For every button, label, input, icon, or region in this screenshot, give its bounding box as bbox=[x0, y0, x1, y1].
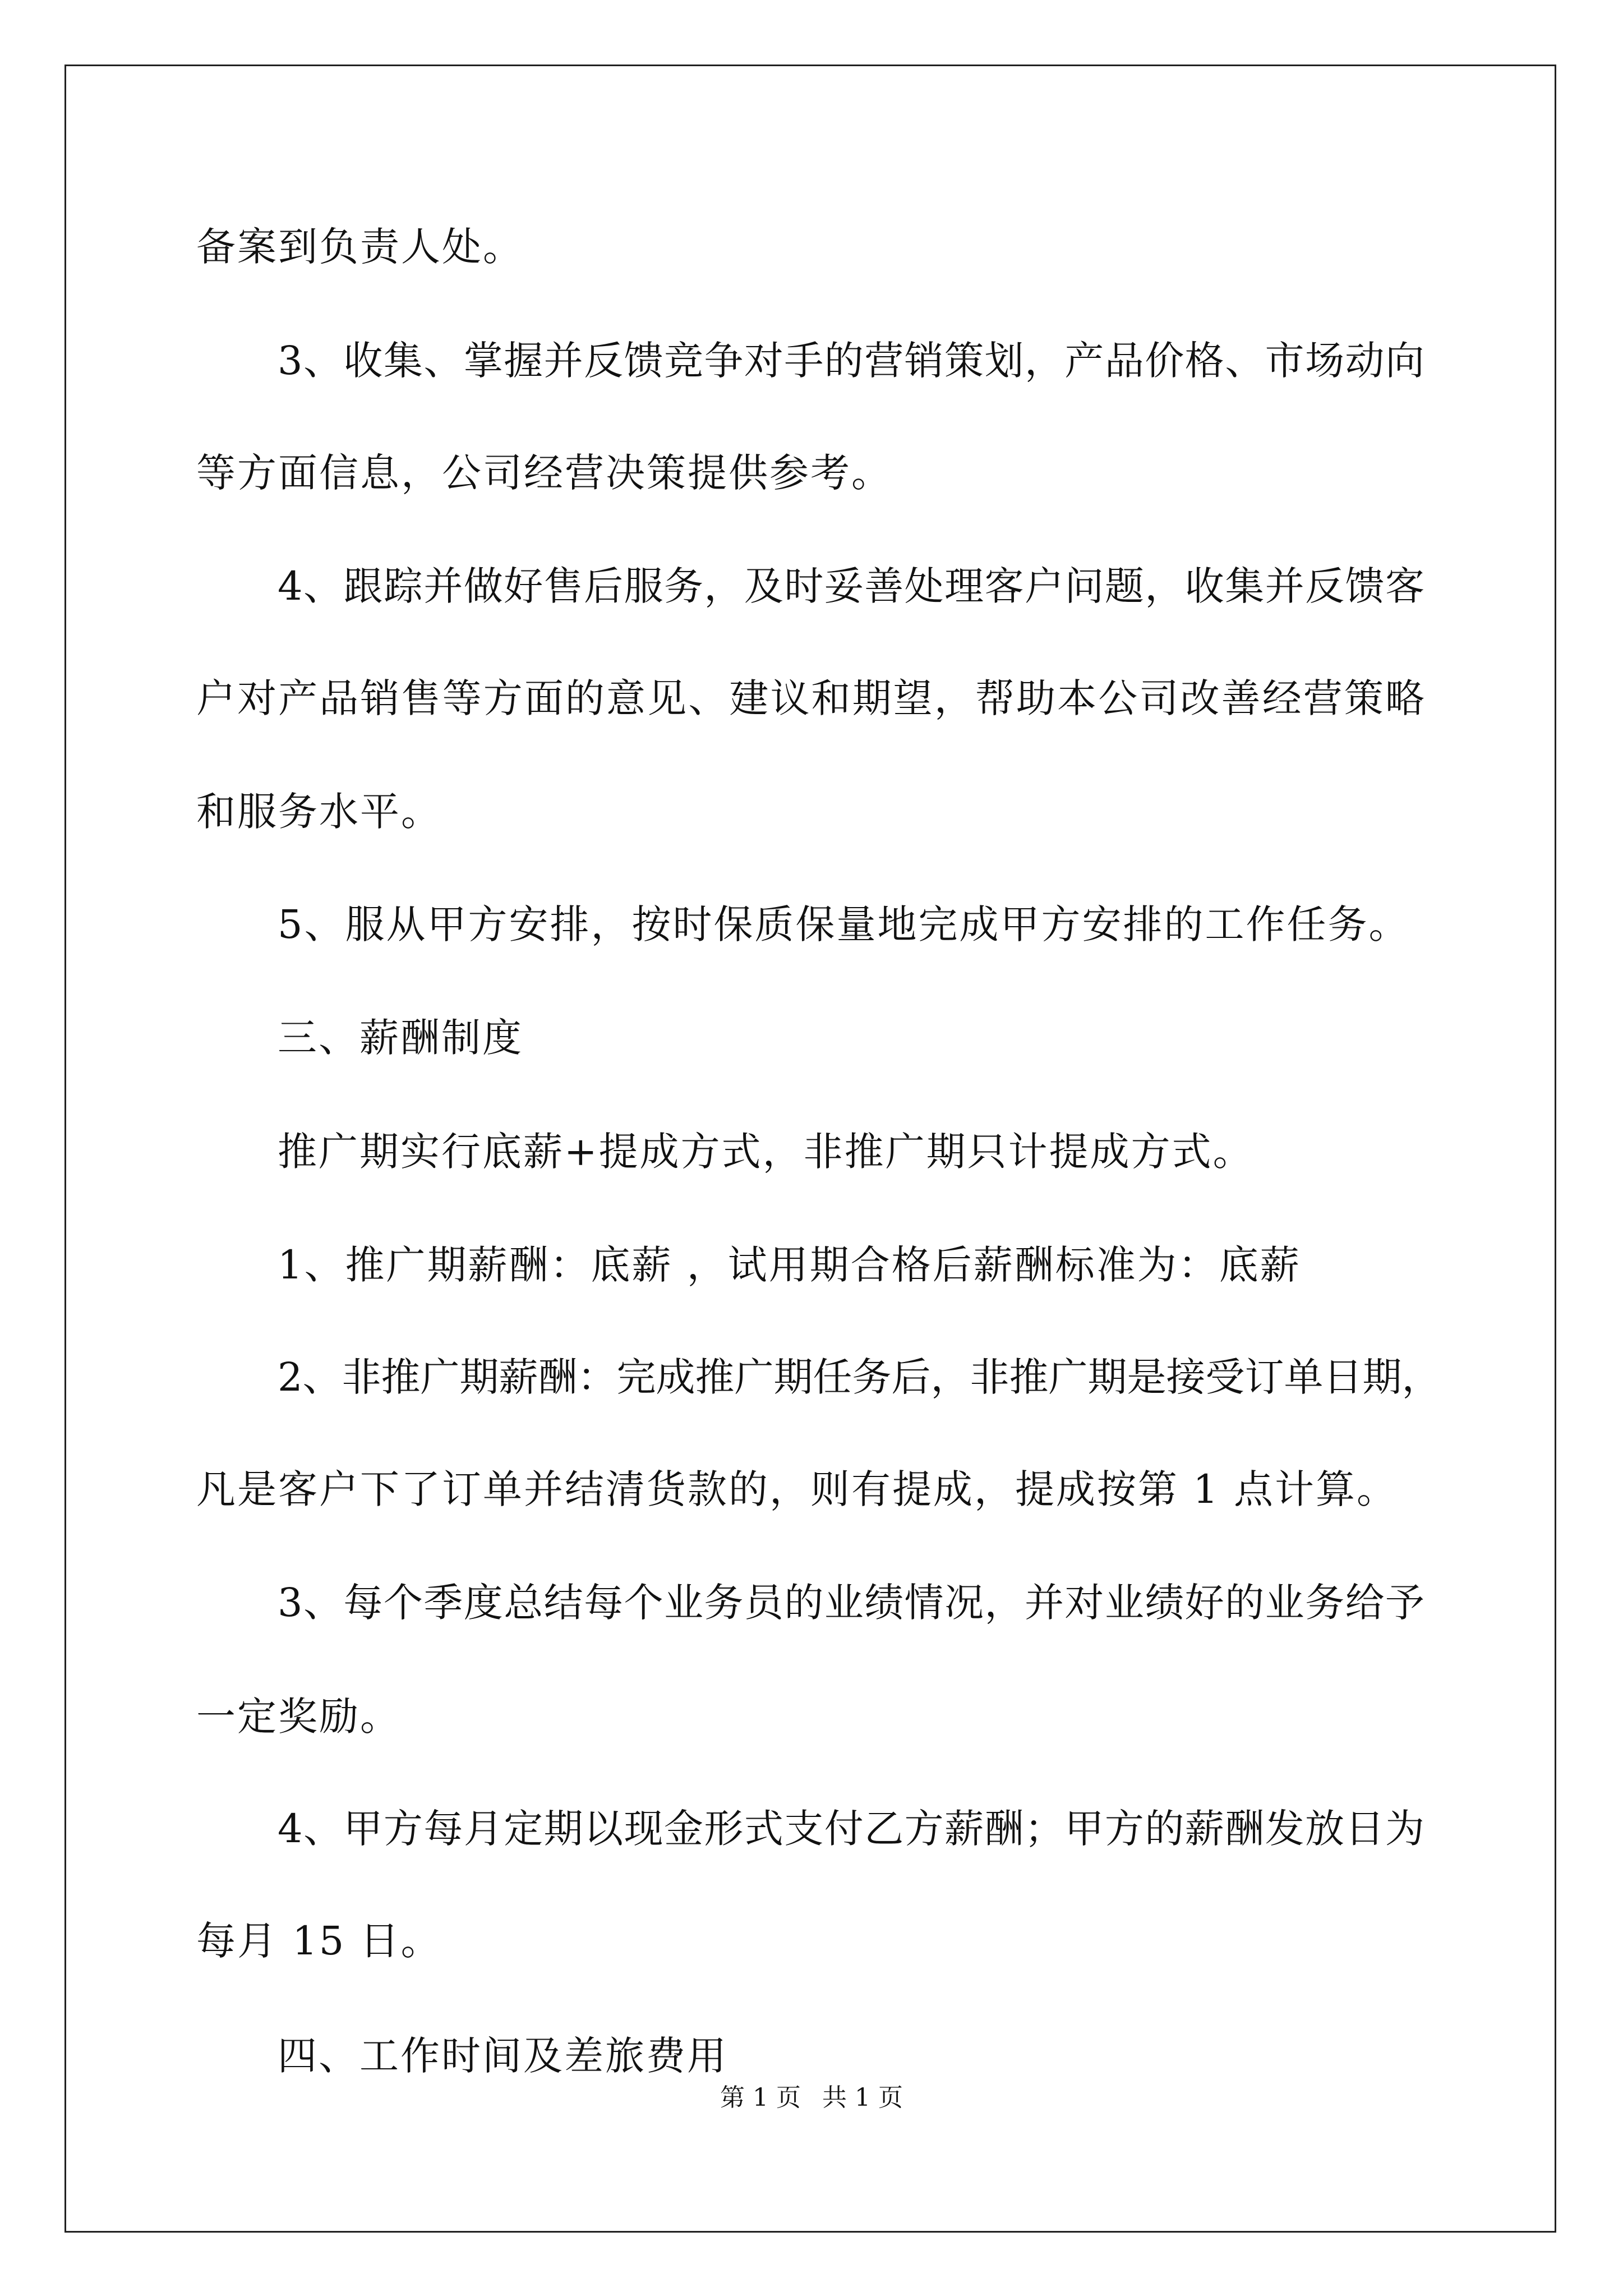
page-total: 共 1 页 bbox=[822, 2083, 903, 2112]
page-footer bbox=[0, 2083, 1623, 2112]
text-line: 5、服从甲方安排，按时保质保量地完成甲方安排的工作任务。 bbox=[278, 901, 1410, 947]
text-line: 3、收集、掌握并反馈竞争对手的营销策划，产品价格、市场动向 bbox=[278, 338, 1424, 384]
text-line: 凡是客户下了订单并结清货款的，则有提成，提成按第 1 点计算。 bbox=[196, 1466, 1398, 1512]
text-line: 4、跟踪并做好售后服务，及时妥善处理客户问题，收集并反馈客 bbox=[278, 563, 1424, 609]
section-heading: 三、薪酬制度 bbox=[278, 1015, 523, 1061]
text-line: 一定奖励。 bbox=[196, 1694, 401, 1740]
text-line: 4、甲方每月定期以现金形式支付乙方薪酬；甲方的薪酬发放日为 bbox=[278, 1806, 1424, 1852]
text-line: 1、推广期薪酬：底薪 ，试用期合格后薪酬标准为：底薪 bbox=[278, 1242, 1301, 1288]
text-line: 3、每个季度总结每个业务员的业绩情况，并对业绩好的业务给予 bbox=[278, 1580, 1424, 1626]
text-line: 每月 15 日。 bbox=[196, 1918, 442, 1964]
text-line: 户对产品销售等方面的意见、建议和期望，帮助本公司改善经营策略 bbox=[196, 675, 1424, 721]
text-line: 备案到负责人处。 bbox=[196, 224, 524, 270]
text-line: 推广期实行底薪+提成方式，非推广期只计提成方式。 bbox=[278, 1129, 1254, 1175]
text-line: 2、非推广期薪酬：完成推广期任务后，非推广期是接受订单日期， bbox=[278, 1354, 1441, 1400]
page-number: 第 1 页 bbox=[720, 2083, 801, 2112]
text-line: 和服务水平。 bbox=[196, 789, 442, 835]
section-heading: 四、工作时间及差旅费用 bbox=[278, 2033, 728, 2079]
text-line: 等方面信息，公司经营决策提供参考。 bbox=[196, 450, 892, 496]
